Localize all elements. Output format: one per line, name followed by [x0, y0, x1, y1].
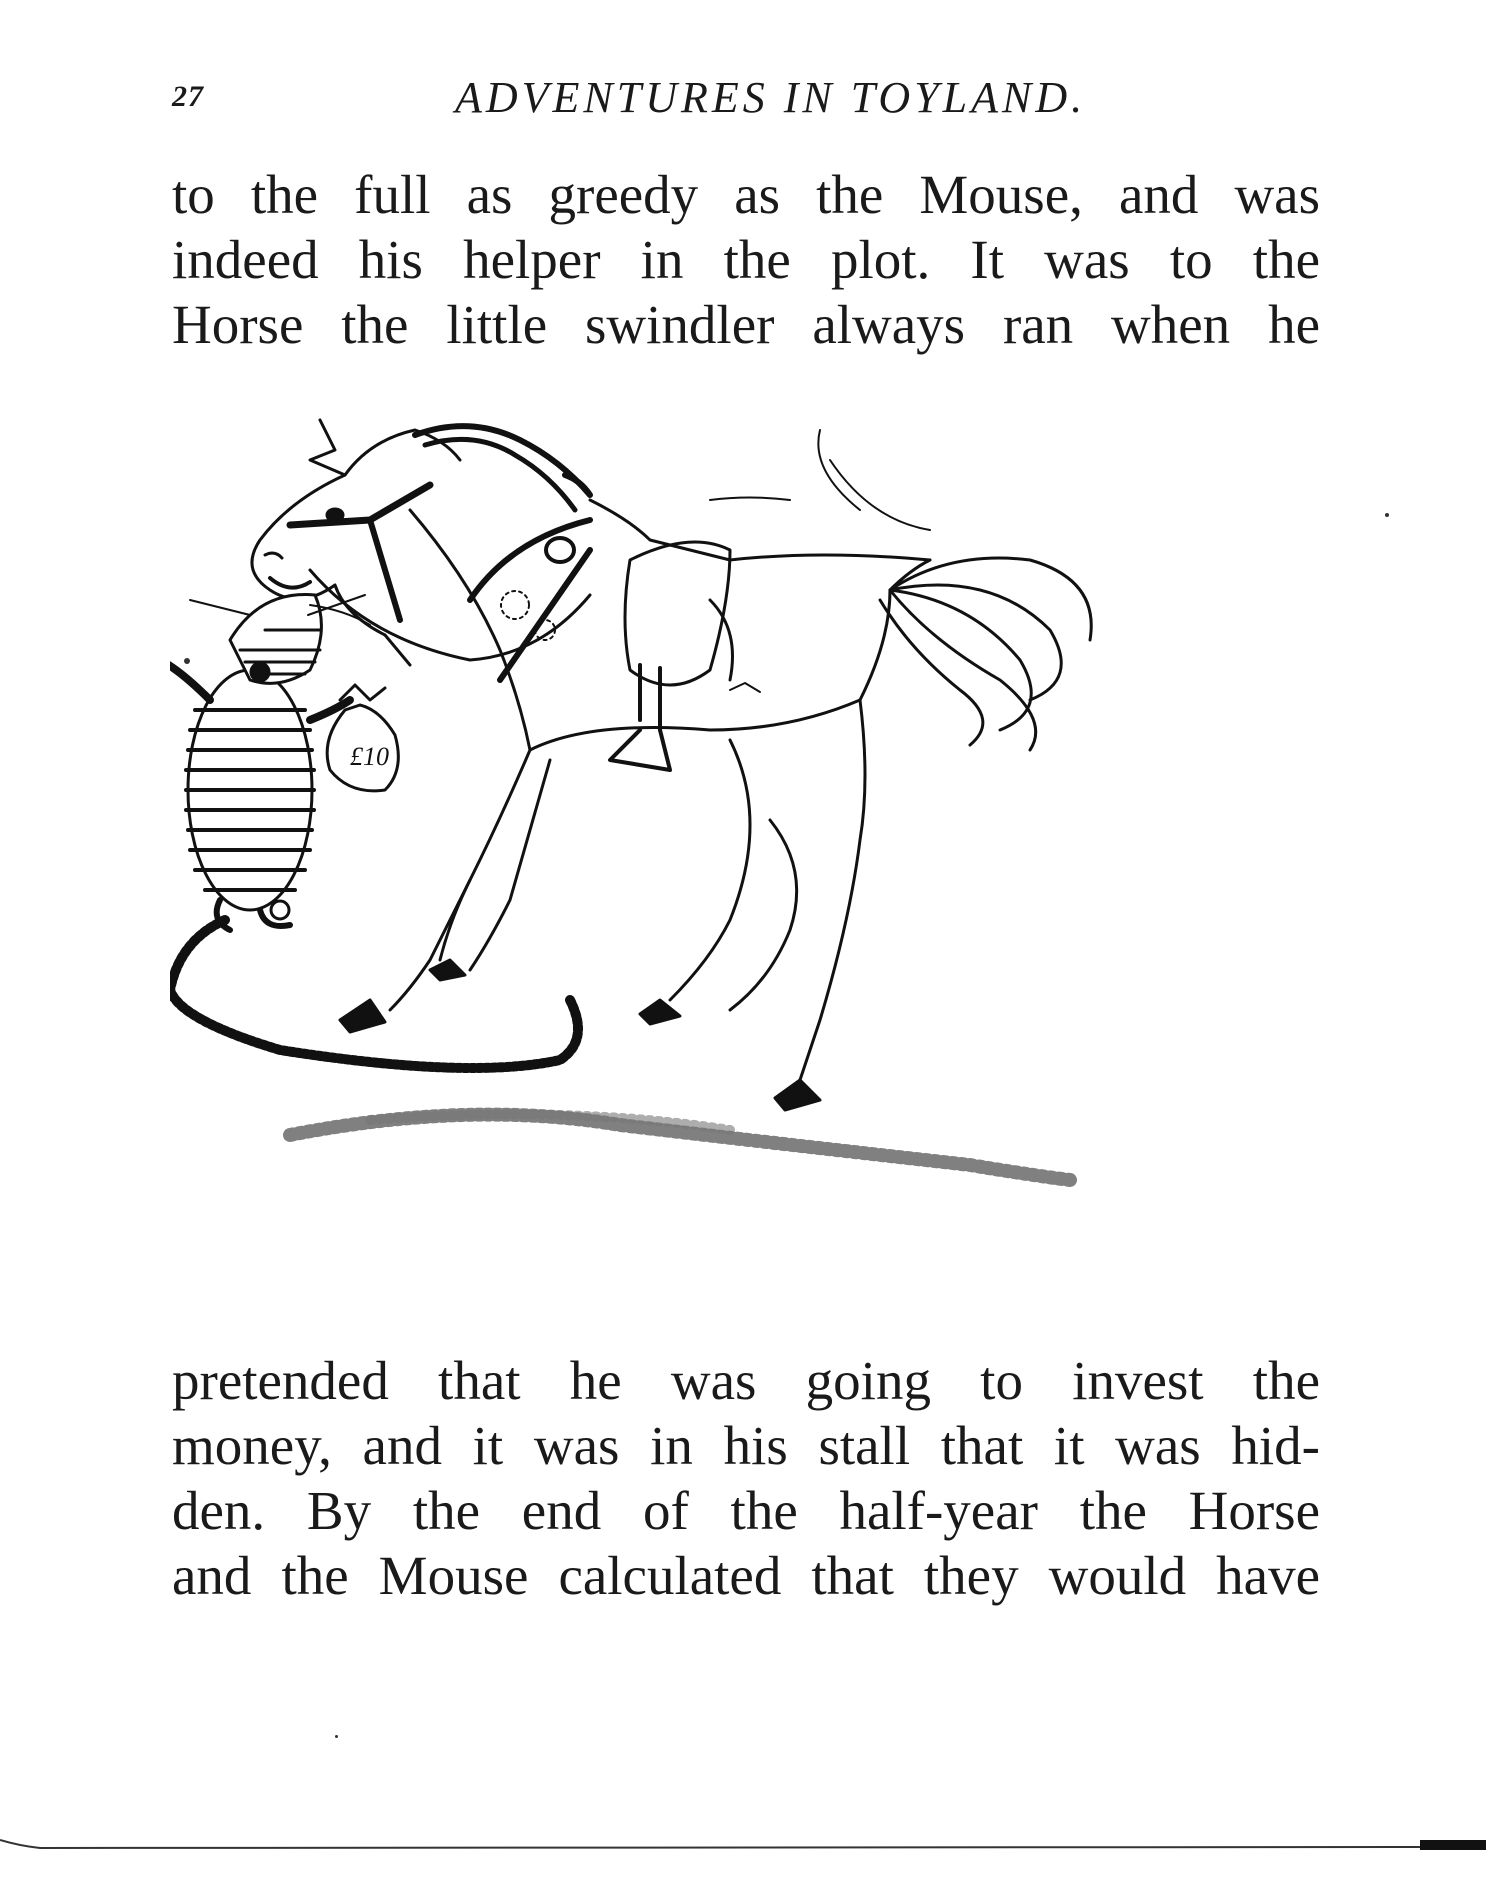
bottom-rule — [0, 1838, 1486, 1852]
page-number: 27 — [172, 80, 204, 113]
money-bag-label: £10 — [350, 742, 389, 771]
paragraph-bottom — [172, 1348, 1320, 1608]
scan-speck — [184, 658, 190, 664]
scan-speck — [1385, 513, 1389, 517]
running-title: ADVENTURES IN TOYLAND. — [455, 73, 1087, 122]
text-line: and the Mouse calculated that they would have — [172, 1545, 1320, 1606]
text-line: indeed his helper in the plot. It was to the — [172, 229, 1320, 290]
paragraph-top — [172, 162, 1320, 357]
scan-speck — [335, 1735, 338, 1738]
text-line: money, and it was in his stall that it was hid- — [172, 1415, 1320, 1476]
illustration-horse-and-mouse — [170, 400, 1350, 1320]
text-line: to the full as greedy as the Mouse, and was — [172, 164, 1320, 225]
mouse-figure — [170, 595, 578, 1068]
text-line: pretended that he was going to invest the — [172, 1350, 1320, 1411]
ground-shadow — [290, 1114, 1070, 1180]
text-line: Horse the little swindler always ran when he — [172, 294, 1320, 355]
text-line: den. By the end of the half-year the Horse — [172, 1480, 1320, 1541]
